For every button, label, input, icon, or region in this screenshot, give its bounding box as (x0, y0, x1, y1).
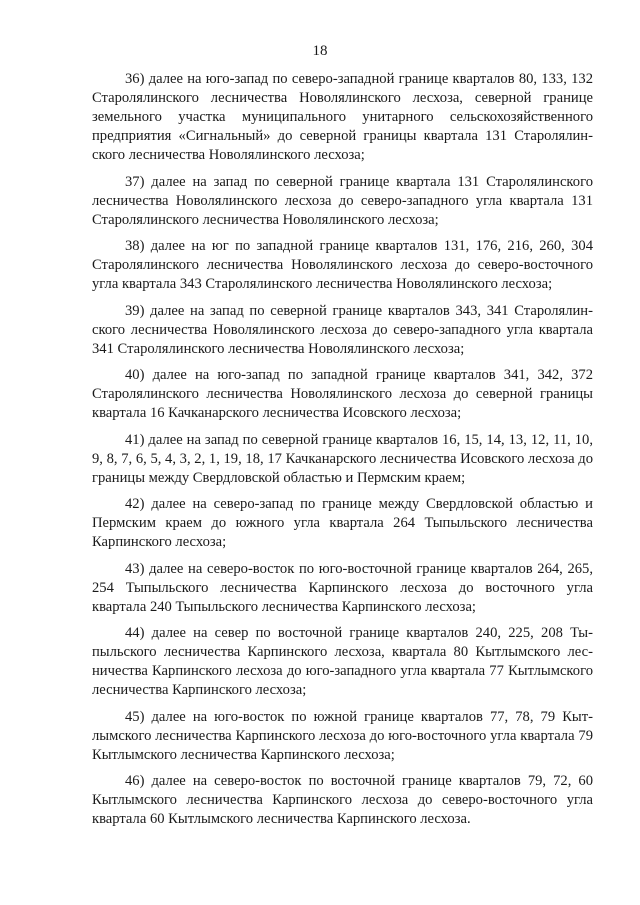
paragraph-37: 37) далее на запад по северной границе квартала 131 Старолялинского лесничества Новолялинского лесхоза до северо-западного угла квартала 131 Старолялинского лесничества Новолялинского лесхоза; (92, 173, 593, 228)
paragraph-38: 38) далее на юг по западной границе кварталов 131, 176, 216, 260, 304 Старолялинского лесничества Новолялинского лесхоза до северо-восточного угла квартала 343 Старолялинского лесничества Новолялинского лесхоза; (92, 238, 593, 292)
document-body (92, 70, 593, 837)
paragraph-42: 42) далее на северо-запад по границе между Свердловской областью и Пермским краем до южного угла квартала 264 Тыпыльского лесничества Карпинского лесхоза; (92, 496, 593, 550)
paragraph-43: 43) далее на северо-восток по юго-восточной границе кварталов 264, 265, 254 Тыпыльского лесничества Карпинского лесхоза до восточного угла квартала 240 Тыпыльского лесничества Карпинского лесхоза; (92, 560, 593, 615)
paragraph-41: 41) далее на запад по северной границе кварталов 16, 15, 14, 13, 12, 11, 10, 9, 8, 7, 6, 5, 4, 3, 2, 1, 19, 18, 17 Качканарского лесничества Исовского лесхоза до границы между Свердловской областью и Пермским краем; (92, 431, 593, 486)
page-number: 18 (312, 43, 328, 59)
paragraph-44: 44) далее на север по восточной границе кварталов 240, 225, 208 Тыпыльского лесничества Карпинского лесхоза, квартала 80 Кытлымского лесничества Карпинского лесхоза до юго-западного угла квартала 77 Кытлымского лесничества Карпинского лесхоза; (92, 625, 593, 698)
paragraph-39: 39) далее на запад по северной границе кварталов 343, 341 Старолялинского лесничества Новолялинского лесхоза до северо-западного угла квартала 341 Старолялинского лесничества Новолялинского лесхоза; (92, 302, 593, 357)
paragraph-46: 46) далее на северо-восток по восточной границе кварталов 79, 72, 60 Кытлымского лесничества Карпинского лесхоза до северо-восточного угла квартала 60 Кытлымского лесничества Карпинского лесхоза. (92, 773, 593, 827)
paragraph-36: 36) далее на юго-запад по северо-западной границе кварталов 80, 133, 132 Старолялинского лесничества Новолялинского лесхоза, северной границе земельного участка муниципального унитарного сельскохозяйственного предприятия «Сигнальный» до северной границы квартала 131 Старолялинского лесничества Новолялинского лесхоза; (92, 71, 593, 163)
paragraph-40: 40) далее на юго-запад по западной границе кварталов 341, 342, 372 Старолялинского лесничества Новолялинского лесхоза до северной границы квартала 16 Качканарского лесничества Исовского лесхоза; (92, 367, 593, 421)
paragraph-45: 45) далее на юго-восток по южной границе кварталов 77, 78, 79 Кытлымского лесничества Карпинского лесхоза до юго-восточного угла квартала 79 Кытлымского лесничества Карпинского лесхоза; (92, 708, 593, 763)
